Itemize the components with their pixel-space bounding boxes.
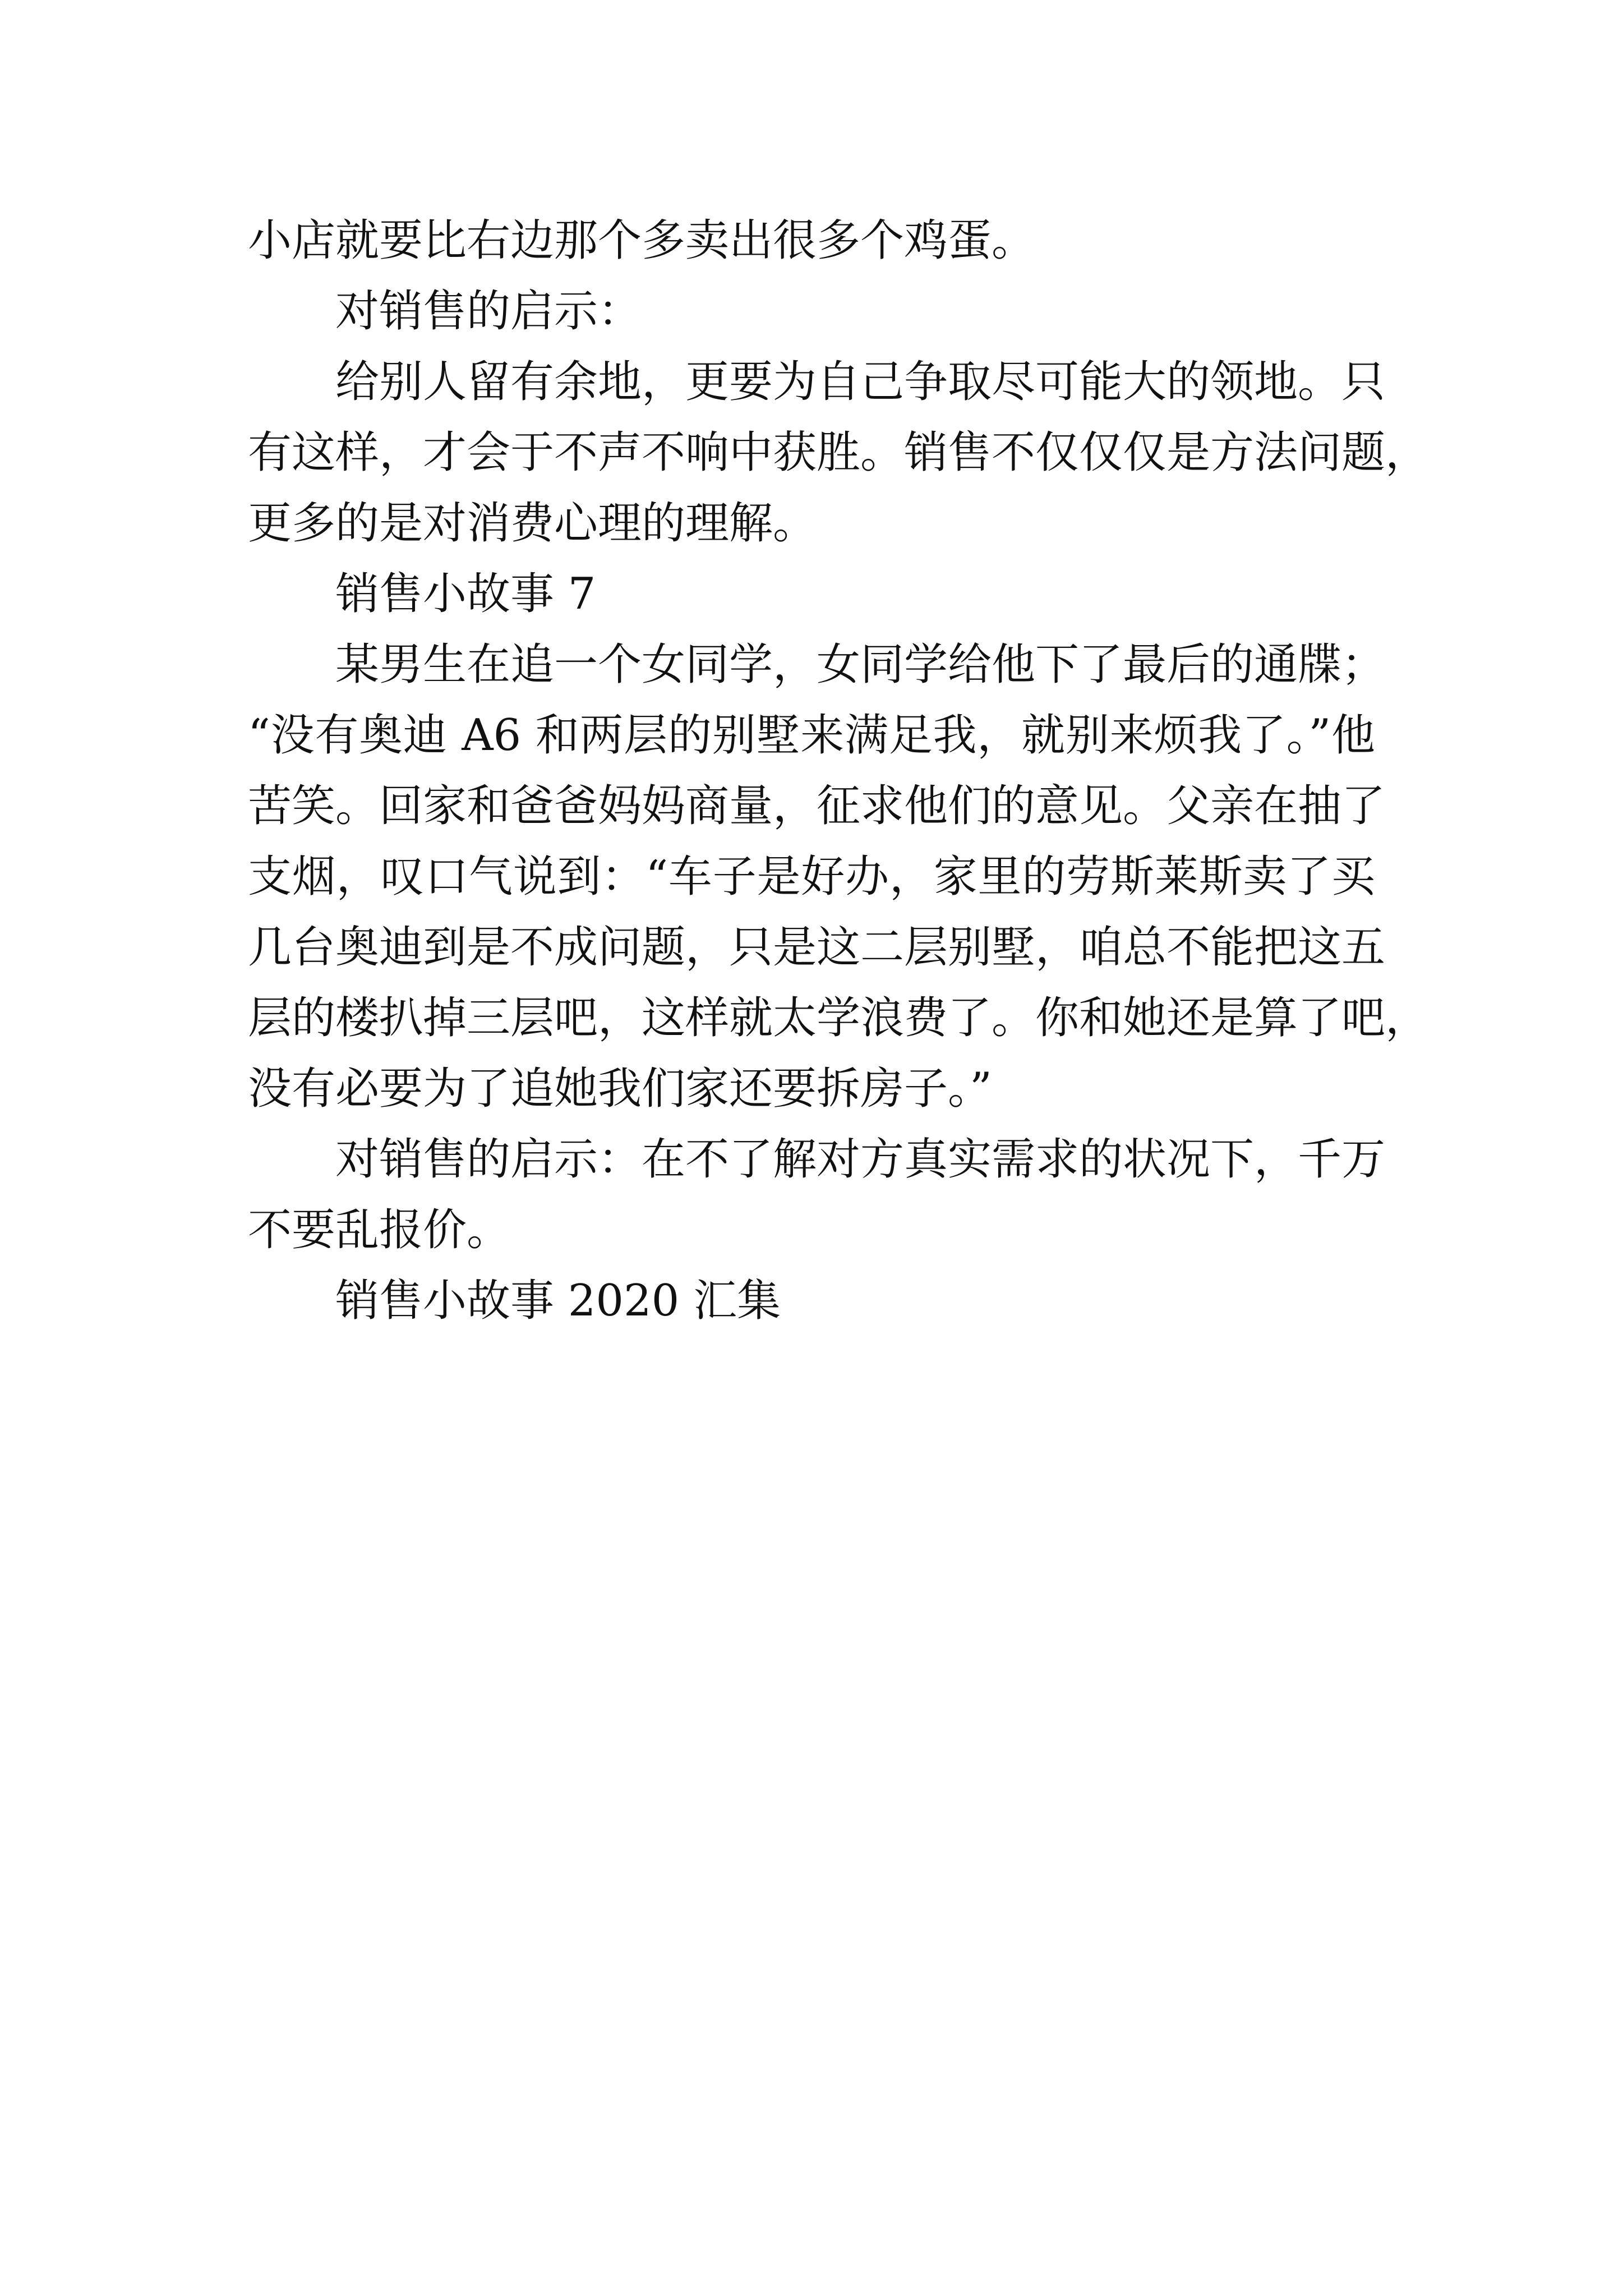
text-line: 层的楼扒掉三层吧，这样就太学浪费了。你和她还是算了吧， bbox=[248, 993, 1430, 1043]
document-body bbox=[248, 205, 1430, 1336]
text-line: 有这样，才会于不声不响中获胜。销售不仅仅仅是方法问题， bbox=[248, 427, 1430, 478]
paragraph-story-7 bbox=[248, 629, 1430, 1124]
paragraph-egg-sales bbox=[248, 205, 1375, 276]
text-line: “没有奥迪 A6 和两层的别墅来满足我，就别来烦我了。”他 bbox=[248, 710, 1375, 761]
text-line: 小店就要比右边那个多卖出很多个鸡蛋。 bbox=[248, 215, 1036, 266]
text-line: 对销售的启示： bbox=[335, 286, 642, 337]
document-footer-title bbox=[248, 1266, 1375, 1336]
text-line: 不要乱报价。 bbox=[248, 1205, 511, 1255]
text-line: 更多的是对消费心理的理解。 bbox=[248, 498, 817, 549]
text-line: 支烟，叹口气说到：“车子是好办，家里的劳斯莱斯卖了买 bbox=[248, 852, 1375, 902]
paragraph-lesson-heading bbox=[248, 276, 1375, 347]
text-line: 苦笑。回家和爸爸妈妈商量，征求他们的意见。父亲在抽了 bbox=[248, 781, 1386, 831]
paragraph-lesson-body bbox=[248, 347, 1430, 559]
text-line: 销售小故事 7 bbox=[335, 569, 596, 619]
text-line: 没有必要为了追她我们家还要拆房子。” bbox=[248, 1064, 992, 1114]
paragraph-lesson-pricing bbox=[248, 1124, 1386, 1266]
text-line: 给别人留有余地，更要为自己争取尽可能大的领地。只 bbox=[335, 357, 1386, 407]
text-line: 销售小故事 2020 汇集 bbox=[335, 1276, 781, 1326]
section-heading-story-7 bbox=[248, 559, 1375, 629]
text-line: 某男生在追一个女同学，女同学给他下了最后的通牒； bbox=[335, 639, 1386, 690]
text-line: 对销售的启示：在不了解对方真实需求的状况下，千万 bbox=[335, 1134, 1386, 1185]
text-line: 几台奥迪到是不成问题，只是这二层别墅，咱总不能把这五 bbox=[248, 922, 1386, 973]
